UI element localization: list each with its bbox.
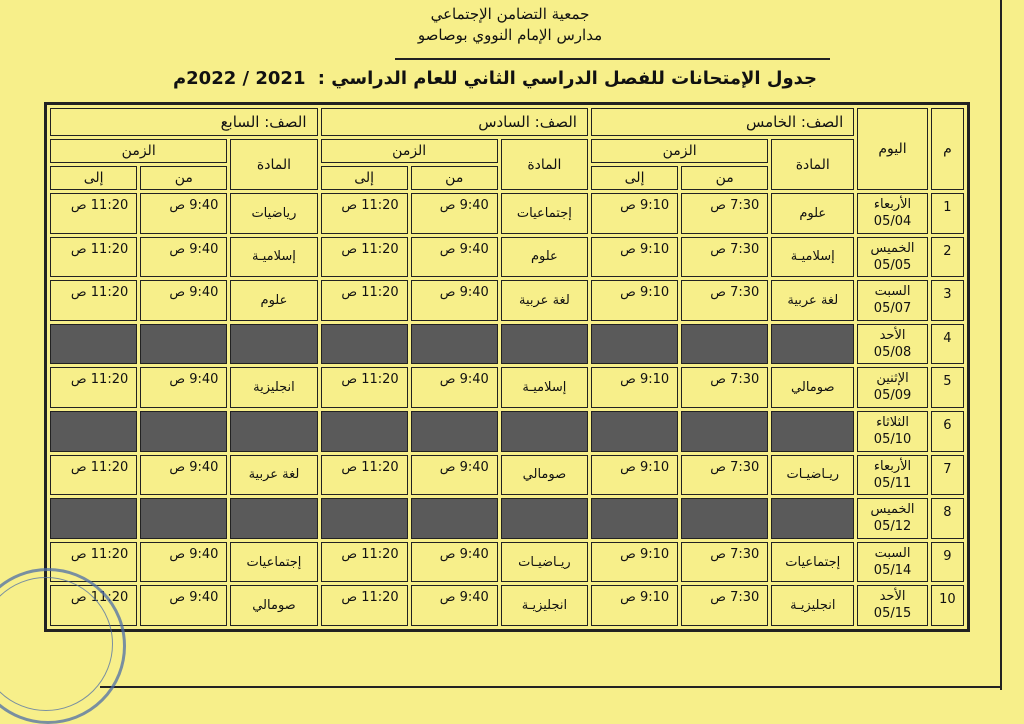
day-name: الثلاثاء: [876, 414, 910, 430]
header-subject: المادة: [771, 139, 854, 190]
blocked-cell: [771, 411, 854, 452]
row-number-text: 7: [943, 461, 952, 477]
header-from: من: [140, 166, 227, 190]
table-row: [50, 367, 964, 408]
subject-cell: [501, 542, 588, 583]
time-to-cell-text: 11:20 ص: [70, 198, 129, 213]
blocked-cell: [140, 411, 227, 452]
time-from-cell-text: 7:30 ص: [710, 241, 760, 257]
time-from-cell: [681, 237, 768, 278]
table-row: [50, 455, 964, 496]
time-to-cell-text: 11:20 ص: [341, 285, 399, 301]
header-subject: المادة: [230, 139, 317, 190]
subject-cell-text: إسلاميـة: [790, 249, 835, 265]
subject-cell-text: علوم: [799, 205, 827, 221]
subject-cell-text: إجتماعيات: [246, 554, 302, 570]
time-to-cell-text: 11:20 ص: [341, 241, 399, 257]
subject-cell: [230, 455, 317, 496]
blocked-cell: [230, 498, 317, 539]
time-from-cell-text: 9:40 ص: [169, 459, 219, 475]
time-from-cell-text: 9:40 ص: [439, 285, 489, 301]
time-to-cell: [591, 193, 678, 234]
subject-cell: [230, 542, 317, 583]
row-number-text: 1: [943, 200, 952, 215]
row-day: [857, 193, 928, 234]
row-day: [857, 585, 928, 626]
time-to-cell-text: 9:10 ص: [620, 459, 670, 475]
header-to: إلى: [591, 166, 678, 190]
subject-cell: [230, 585, 317, 626]
row-day: [857, 411, 928, 452]
table-row: [50, 411, 964, 452]
schedule-body: [50, 193, 964, 626]
blocked-cell: [50, 411, 137, 452]
time-to-cell: [321, 237, 408, 278]
blocked-cell: [501, 411, 588, 452]
subject-cell-text: لغة عربية: [787, 292, 839, 308]
time-to-cell-text: 9:10 ص: [620, 198, 670, 213]
time-from-cell-text: 9:40 ص: [439, 198, 489, 213]
blocked-cell: [501, 324, 588, 365]
blocked-cell: [230, 411, 317, 452]
blocked-cell: [230, 324, 317, 365]
subject-cell-text: إجتماعيات: [785, 554, 841, 570]
blocked-cell: [50, 324, 137, 365]
time-from-cell: [411, 542, 498, 583]
blocked-cell: [140, 324, 227, 365]
blocked-cell: [321, 498, 408, 539]
subject-cell: [230, 237, 317, 278]
time-to-cell: [321, 193, 408, 234]
table-row: [50, 237, 964, 278]
time-to-cell: [591, 585, 678, 626]
time-to-cell: [50, 367, 137, 408]
exam-schedule-table: [44, 102, 970, 632]
time-from-cell: [681, 193, 768, 234]
day-date: 05/12: [873, 519, 912, 535]
header-divider: [395, 58, 830, 60]
time-to-cell: [591, 367, 678, 408]
row-number: [931, 585, 964, 626]
blocked-cell: [591, 324, 678, 365]
time-to-cell-text: 9:10 ص: [620, 241, 670, 257]
header-grade-7: الصف: السابع: [50, 108, 318, 136]
time-from-cell: [681, 585, 768, 626]
subject-cell: [230, 367, 317, 408]
row-number-text: 2: [943, 243, 952, 259]
time-to-cell-text: 9:10 ص: [620, 285, 670, 301]
time-from-cell: [411, 367, 498, 408]
time-from-cell: [681, 542, 768, 583]
time-from-cell: [140, 193, 227, 234]
row-number: [931, 324, 964, 365]
subject-cell: [771, 585, 854, 626]
blocked-cell: [321, 411, 408, 452]
time-to-cell-text: 11:20 ص: [341, 198, 399, 213]
row-number: [931, 542, 964, 583]
time-from-cell-text: 9:40 ص: [439, 459, 489, 475]
table-row: [50, 193, 964, 234]
time-to-cell-text: 11:20 ص: [341, 372, 399, 388]
subject-cell-text: رياضيات: [251, 205, 297, 221]
row-number: [931, 411, 964, 452]
time-to-cell: [591, 237, 678, 278]
time-from-cell: [411, 237, 498, 278]
time-to-cell-text: 11:20 ص: [341, 546, 399, 562]
row-number: [931, 237, 964, 278]
row-number: [931, 193, 964, 234]
blocked-cell: [681, 498, 768, 539]
row-number-text: 5: [943, 374, 952, 390]
subject-cell: [771, 193, 854, 234]
table-row: [50, 324, 964, 365]
day-name: الإثنين: [876, 371, 909, 387]
time-to-cell-text: 11:20 ص: [341, 459, 399, 475]
time-from-cell: [681, 367, 768, 408]
table-row: [50, 280, 964, 321]
day-name: الأربعاء: [873, 458, 912, 474]
time-to-cell: [50, 193, 137, 234]
school-name: مدارس الإمام النووي بوصاصو: [417, 26, 603, 44]
time-from-cell-text: 9:40 ص: [439, 590, 489, 606]
row-day: [857, 237, 928, 278]
row-day: [857, 280, 928, 321]
time-from-cell-text: 9:40 ص: [169, 590, 219, 606]
table-row: [50, 498, 964, 539]
time-from-cell: [681, 455, 768, 496]
time-to-cell: [591, 542, 678, 583]
time-from-cell: [140, 280, 227, 321]
subject-cell-text: صومالي: [522, 467, 567, 483]
subject-cell-text: إسلاميـة: [251, 249, 296, 265]
subject-cell-text: علوم: [530, 249, 558, 265]
time-to-cell-text: 11:20 ص: [70, 372, 129, 388]
row-day: [857, 324, 928, 365]
time-to-cell-text: 9:10 ص: [620, 372, 670, 388]
subject-cell-text: إجتماعيات: [516, 205, 572, 221]
blocked-cell: [591, 411, 678, 452]
time-to-cell: [591, 455, 678, 496]
day-date: 05/11: [873, 475, 912, 491]
time-from-cell: [411, 455, 498, 496]
day-date: 05/04: [873, 214, 912, 229]
subject-cell: [771, 542, 854, 583]
organization-name: جمعية التضامن الإجتماعي: [430, 5, 590, 23]
subject-cell: [230, 193, 317, 234]
header-grade-5: الصف: الخامس: [591, 108, 854, 136]
blocked-cell: [771, 324, 854, 365]
time-to-cell: [591, 280, 678, 321]
time-to-cell-text: 11:20 ص: [341, 590, 399, 606]
time-to-cell-text: 11:20 ص: [70, 241, 129, 257]
blocked-cell: [771, 498, 854, 539]
header-time: الزمن: [591, 139, 768, 163]
subject-cell: [771, 237, 854, 278]
subject-cell: [771, 367, 854, 408]
header-grade-6: الصف: السادس: [321, 108, 588, 136]
row-number: [931, 367, 964, 408]
day-name: الخميس: [870, 240, 915, 256]
time-from-cell-text: 7:30 ص: [710, 590, 760, 606]
subject-cell-text: انجليزية: [253, 380, 295, 396]
subject-cell: [501, 280, 588, 321]
header-day: اليوم: [857, 108, 928, 190]
subject-cell-text: انجليزيـة: [790, 598, 836, 614]
row-day: [857, 498, 928, 539]
day-name: السبت: [874, 284, 911, 300]
time-from-cell: [140, 542, 227, 583]
table-row: [50, 585, 964, 626]
page-title: [150, 64, 840, 94]
day-name: الأحد: [879, 327, 906, 343]
row-number-text: 6: [943, 417, 952, 433]
time-from-cell-text: 9:40 ص: [439, 546, 489, 562]
time-to-cell: [321, 280, 408, 321]
blocked-cell: [321, 324, 408, 365]
subject-cell: [501, 455, 588, 496]
blocked-cell: [681, 324, 768, 365]
header-from: من: [681, 166, 768, 190]
time-to-cell: [321, 585, 408, 626]
time-to-cell-text: 11:20 ص: [70, 285, 129, 301]
time-from-cell: [681, 280, 768, 321]
title-year: 2021 / 2022م: [172, 68, 306, 89]
time-to-cell-text: 11:20 ص: [70, 459, 129, 475]
day-name: السبت: [874, 545, 911, 561]
subject-cell: [771, 455, 854, 496]
day-date: 05/05: [873, 257, 912, 273]
time-from-cell: [140, 585, 227, 626]
page-border-right: [1000, 0, 1002, 690]
row-number: [931, 280, 964, 321]
time-from-cell-text: 7:30 ص: [710, 372, 760, 388]
time-from-cell: [140, 367, 227, 408]
header-time: الزمن: [50, 139, 227, 163]
day-name: الأحد: [879, 589, 906, 605]
time-from-cell: [411, 280, 498, 321]
day-date: 05/10: [873, 431, 912, 447]
subject-cell-text: إسلاميـة: [522, 380, 567, 396]
header-to: إلى: [321, 166, 408, 190]
row-day: [857, 455, 928, 496]
time-from-cell-text: 7:30 ص: [710, 198, 760, 213]
header-from: من: [411, 166, 498, 190]
time-to-cell: [321, 542, 408, 583]
day-name: الخميس: [870, 502, 915, 518]
row-number-text: 3: [943, 287, 952, 303]
subject-cell: [501, 237, 588, 278]
row-number: [931, 455, 964, 496]
subject-cell-text: لغة عربية: [519, 292, 570, 308]
day-date: 05/07: [873, 301, 912, 317]
subject-cell-text: علوم: [260, 292, 288, 308]
time-to-cell: [321, 455, 408, 496]
header-to: إلى: [50, 166, 137, 190]
blocked-cell: [681, 411, 768, 452]
blocked-cell: [591, 498, 678, 539]
time-from-cell: [411, 585, 498, 626]
row-number: [931, 498, 964, 539]
time-to-cell-text: 11:20 ص: [70, 590, 129, 606]
day-date: 05/14: [873, 562, 912, 578]
time-to-cell: [50, 280, 137, 321]
subject-cell-text: ريـاضيـات: [518, 554, 571, 570]
row-number-text: 8: [943, 505, 952, 521]
blocked-cell: [50, 498, 137, 539]
row-number-text: 9: [943, 548, 952, 564]
header-time: الزمن: [321, 139, 498, 163]
time-to-cell-text: 11:20 ص: [70, 546, 129, 562]
time-to-cell-text: 9:10 ص: [620, 590, 670, 606]
subject-cell-text: لغة عربية: [248, 467, 300, 483]
subject-cell-text: صومالي: [252, 598, 296, 614]
row-day: [857, 367, 928, 408]
time-to-cell: [50, 455, 137, 496]
time-from-cell-text: 9:40 ص: [169, 198, 219, 213]
page-border-bottom: [100, 686, 1002, 688]
blocked-cell: [501, 498, 588, 539]
day-date: 05/08: [873, 344, 912, 360]
blocked-cell: [411, 324, 498, 365]
subject-cell: [501, 367, 588, 408]
header-subject: المادة: [501, 139, 588, 190]
day-date: 05/15: [873, 606, 912, 622]
blocked-cell: [140, 498, 227, 539]
time-to-cell: [321, 367, 408, 408]
time-from-cell-text: 9:40 ص: [169, 241, 219, 257]
subject-cell: [230, 280, 317, 321]
time-from-cell-text: 7:30 ص: [710, 546, 760, 562]
subject-cell-text: صومالي: [791, 380, 835, 396]
time-from-cell: [411, 193, 498, 234]
row-number-text: 10: [939, 592, 956, 608]
time-to-cell: [50, 237, 137, 278]
title-text: جدول الإمتحانات للفصل الدراسي الثاني للعام الدراسي :: [311, 68, 818, 89]
time-to-cell-text: 9:10 ص: [620, 546, 670, 562]
blocked-cell: [411, 498, 498, 539]
subject-cell-text: ريـاضيـات: [786, 467, 840, 483]
header-number: م: [931, 108, 964, 190]
subject-cell-text: انجليزيـة: [521, 598, 568, 614]
subject-cell: [501, 193, 588, 234]
time-from-cell-text: 9:40 ص: [169, 285, 219, 301]
row-number-text: 4: [943, 330, 952, 346]
day-date: 05/09: [873, 388, 912, 404]
time-from-cell: [140, 237, 227, 278]
time-from-cell-text: 9:40 ص: [439, 241, 489, 257]
blocked-cell: [411, 411, 498, 452]
table-row: [50, 542, 964, 583]
row-day: [857, 542, 928, 583]
time-from-cell-text: 9:40 ص: [439, 372, 489, 388]
time-from-cell-text: 9:40 ص: [169, 372, 219, 388]
day-name: الأربعاء: [873, 197, 912, 212]
subject-cell: [501, 585, 588, 626]
subject-cell: [771, 280, 854, 321]
time-from-cell-text: 9:40 ص: [169, 546, 219, 562]
time-from-cell-text: 7:30 ص: [710, 285, 760, 301]
time-from-cell: [140, 455, 227, 496]
time-from-cell-text: 7:30 ص: [710, 459, 760, 475]
organization-header: [330, 4, 690, 46]
